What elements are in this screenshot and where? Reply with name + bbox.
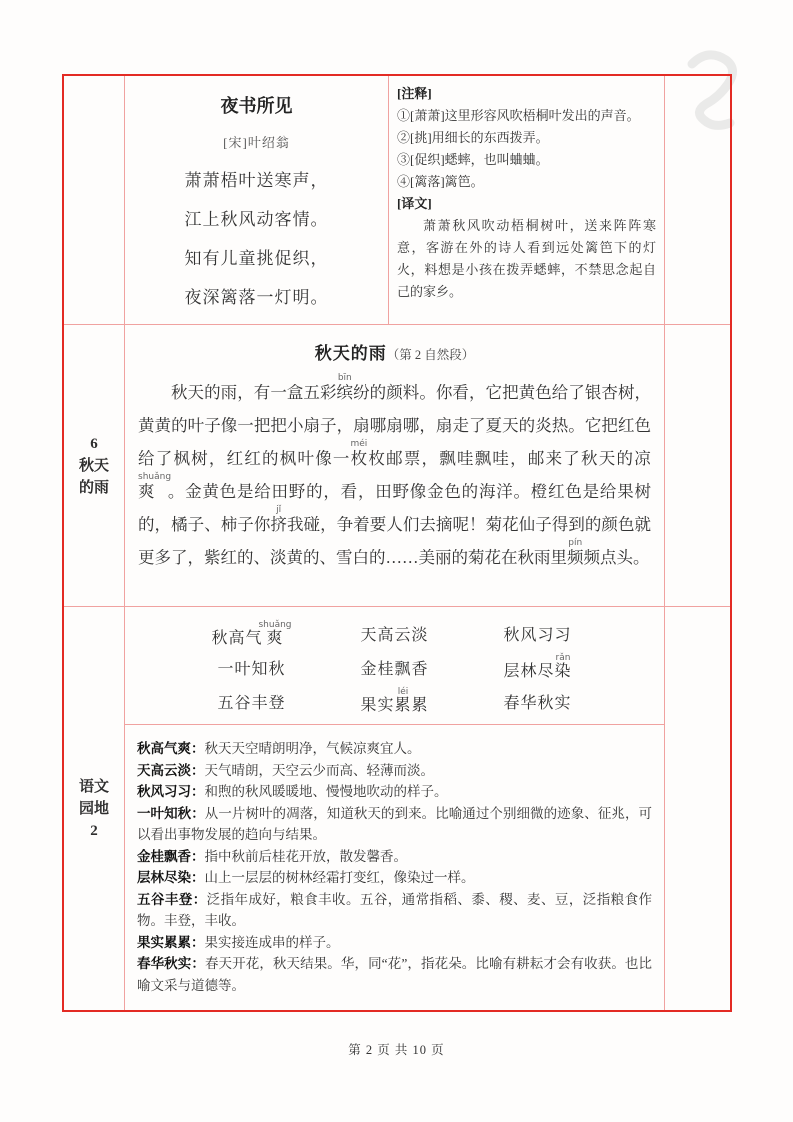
idiom-explanation-item: 果实累累：果实接连成串的样子。 <box>137 934 340 950</box>
worksheet-table <box>62 74 732 1012</box>
lesson-label-line: 园地 <box>78 800 109 817</box>
pinyin-ruby: 频pín <box>567 538 584 567</box>
idiom-item: 春华秋实 <box>503 694 572 712</box>
idiom-explanation-head: 春华秋实： <box>137 956 205 971</box>
idiom-explanation-head: 五谷丰登： <box>137 891 207 907</box>
poem-cell <box>125 76 389 324</box>
idiom-item: 秋风习习 <box>503 627 572 645</box>
row3-right-cell <box>664 606 730 1010</box>
pinyin-ruby: 爽shuǎng <box>138 472 172 501</box>
pinyin-ruby: 挤jǐ <box>270 505 287 534</box>
pinyin-ruby: 缤bīn <box>336 373 354 402</box>
row1-right-cell <box>664 76 730 324</box>
idiom-explanation-head: 一叶知秋： <box>137 805 205 821</box>
idiom-explanation-head: 层林尽染： <box>137 870 205 885</box>
idiom-explanation-head: 果实累累： <box>137 934 205 950</box>
poem-title: 夜书所见 <box>220 96 293 116</box>
lesson-label-line: 6 <box>90 435 98 452</box>
poem-author: [宋]叶绍翁 <box>223 135 290 150</box>
idiom-explanation-item: 春华秋实：春天开花，秋天结果。华，同“花”，指花朵。比喻有耕耘才会有收获。也比喻文采与道德等。 <box>137 956 653 993</box>
notes-header: [注释] <box>397 86 432 101</box>
idiom-explanation-item: 层林尽染：山上一层层的树林经霜打变红，像染过一样。 <box>137 870 475 885</box>
pinyin-ruby: 爽shuǎng <box>258 619 292 647</box>
row1-label-cell <box>64 76 124 324</box>
pinyin-ruby: 枚méi <box>350 439 368 468</box>
row2-right-cell <box>664 324 730 606</box>
idiom-explanation-item: 秋高气爽：秋天天空晴朗明净，气候凉爽宜人。 <box>137 741 421 756</box>
autumn-rain-title <box>138 339 651 364</box>
idiom-explanation-head: 天高云淡： <box>137 762 205 778</box>
idiom-item: 五谷丰登 <box>217 694 286 712</box>
lesson-label-line: 秋天 <box>78 457 109 474</box>
idiom-explanation-item: 一叶知秋：从一片树叶的凋落，知道秋天的到来。比喻通过个别细微的迹象、征兆，可以看出事物发展的趋向与结果。 <box>137 805 653 842</box>
pinyin-ruby: 染rǎn <box>554 653 572 681</box>
lesson-label-autumn-rain <box>64 324 124 606</box>
autumn-rain-paragraph: 秋天的雨，有一盒五彩缤bīn纷的颜料。你看，它把黄色给了银杏树，黄黄的叶子像一把把小扇子，扇哪扇哪，扇走了夏天的炎热。它把红色给了枫树，红红的枫叶像一枚méi枚邮票，飘哇飘哇，邮来了秋天的凉爽shuǎng。金黄色是给田野的，看，田野像金色的海洋。橙红色是给果树的，橘子、柿子你挤jǐ我碰，争着要人们去摘呢！菊花仙子得到的颜色就更多了，紫红的、淡黄的、雪白的……美丽的菊花在秋雨里频pín频点头。 <box>138 373 652 567</box>
autumn-rain-title-text: 秋天的雨 <box>314 344 387 363</box>
idiom-item: 果实累léi累 <box>360 687 429 715</box>
idiom-explanation-head: 秋高气爽： <box>137 741 205 756</box>
translation-header: [译文] <box>397 196 432 211</box>
lesson-label-garden-2 <box>64 606 124 1010</box>
poem-row <box>124 76 664 324</box>
page-number-footer: 第 2 页 共 10 页 <box>348 1043 445 1057</box>
garden-cell <box>124 606 664 1010</box>
note-line: ③[促织]蟋蟀，也叫蛐蛐。 <box>397 152 549 167</box>
notes-list <box>397 105 656 193</box>
idiom-item: 金桂飘香 <box>360 660 429 678</box>
note-line: ②[挑]用细长的东西拨弄。 <box>397 130 549 145</box>
lesson-label-line: 2 <box>90 822 98 839</box>
idiom-explanation-item: 金桂飘香：指中秋前后桂花开放，散发馨香。 <box>137 848 407 864</box>
autumn-rain-title-suffix: （第 2 自然段） <box>386 348 475 362</box>
poem-line: 夜深篱落一灯明。 <box>184 288 329 307</box>
poem-notes-cell <box>389 76 664 324</box>
lesson-label-line: 的雨 <box>78 479 109 496</box>
autumn-rain-cell <box>124 324 664 606</box>
note-line: ①[萧萧]这里形容风吹梧桐叶发出的声音。 <box>397 108 640 123</box>
idiom-explanation-head: 秋风习习： <box>137 784 205 799</box>
idiom-explanations <box>125 725 664 1010</box>
poem-lines <box>125 161 388 317</box>
idiom-item: 层林尽染rǎn <box>503 653 572 681</box>
poem-line: 江上秋风动客情。 <box>184 210 329 229</box>
idiom-grid <box>125 607 664 725</box>
lesson-label-line: 语文 <box>78 778 109 795</box>
idiom-explanation-item: 秋风习习：和煦的秋风暖暖地、慢慢地吹动的样子。 <box>137 784 448 799</box>
note-line: ④[篱落]篱笆。 <box>397 174 484 189</box>
idiom-explanation-item: 天高云淡：天气晴朗，天空云少而高、轻薄而淡。 <box>137 762 434 778</box>
pinyin-ruby: 累léi <box>394 687 412 715</box>
poem-line: 萧萧梧叶送寒声， <box>184 171 329 190</box>
idiom-item: 秋高气爽shuǎng <box>211 619 292 647</box>
idiom-explanation-item: 五谷丰登：泛指年成好，粮食丰收。五谷，通常指稻、黍、稷、麦、豆，泛指粮食作物。丰登，丰收。 <box>137 891 653 928</box>
translation-text: 萧萧秋风吹动梧桐树叶，送来阵阵寒意，客游在外的诗人看到远处篱笆下的灯火，料想是小孩在拨弄蟋蟀，不禁思念起自己的家乡。 <box>397 218 656 299</box>
idiom-explanation-head: 金桂飘香： <box>137 848 205 864</box>
poem-line: 知有儿童挑促织， <box>184 249 329 268</box>
idiom-item: 天高云淡 <box>360 627 429 645</box>
idiom-item: 一叶知秋 <box>217 660 286 678</box>
